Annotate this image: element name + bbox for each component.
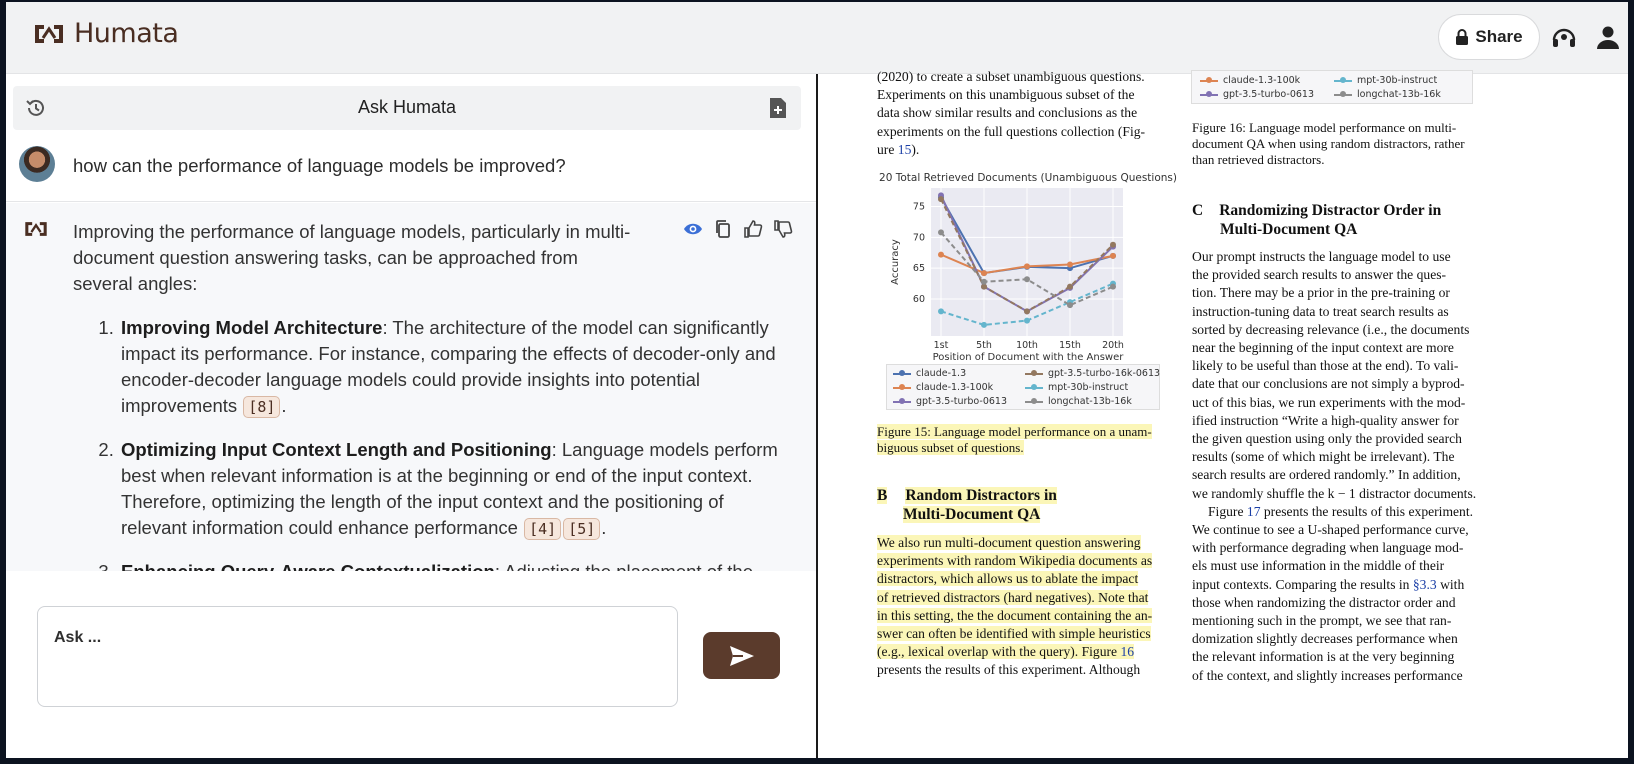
chart-point: [981, 322, 987, 328]
chart-point: [1067, 284, 1073, 290]
chart-point: [938, 252, 944, 258]
figure-16-link[interactable]: 16: [1120, 644, 1135, 660]
doc-line: Experiments on this unambiguous subset of the: [877, 87, 1135, 103]
doc-line: (e.g., lexical overlap with the query). Figure: [877, 644, 1121, 660]
doc-line: We continue to see a U-shaped performance curve,: [1192, 522, 1469, 538]
doc-line: els must use information in the middle of their: [1192, 558, 1445, 574]
caption-line: document QA when using random distractors, rather: [1192, 136, 1465, 151]
user-message: [6, 134, 816, 202]
humata-answer-icon: [23, 219, 49, 239]
chart-point: [1067, 261, 1073, 267]
legend-label: longchat-13b-16k: [1048, 396, 1132, 407]
chart-point: [938, 196, 944, 202]
user-question: how can the performance of language models be improved?: [73, 155, 566, 176]
section-title: Multi-Document QA: [903, 506, 1041, 523]
doc-line: domization slightly decreases performance when: [1192, 631, 1458, 647]
answer-intro: Improving the performance of language models, particularly in multi-document question answering tasks, can be approached from several angles:: [73, 221, 631, 294]
caption-line: Figure 15: Language model performance on a unam-: [877, 424, 1152, 439]
user-profile-icon[interactable]: [1595, 24, 1621, 50]
doc-line: near the beginning of the input context are more: [1192, 340, 1454, 356]
share-button[interactable]: [1438, 14, 1540, 60]
doc-line: the given question using only the provided search: [1192, 431, 1462, 447]
section-title: Random Distractors in: [905, 487, 1057, 504]
legend-swatch: [893, 387, 911, 389]
answer-item-title: Improving Model Architecture: [121, 317, 383, 338]
legend-label: claude-1.3-100k: [916, 382, 994, 393]
figure-16-caption: [1192, 120, 1492, 168]
top-bar: [6, 2, 1628, 74]
doc-line: the provided search results to answer the ques-: [1192, 267, 1447, 283]
doc-paragraph-top: [877, 68, 1167, 159]
section-number: B: [877, 487, 888, 504]
doc-line: instruction-tuning data to treat search results as: [1192, 303, 1449, 319]
doc-line: sorted by decreasing relevance (i.e., the documents: [1192, 321, 1470, 337]
doc-line: the relevant information is at the very beginning: [1192, 649, 1455, 665]
caption-line: than retrieved distractors.: [1192, 152, 1325, 167]
legend-item: [893, 382, 993, 393]
legend-item: [1200, 75, 1300, 86]
chart-point: [1024, 263, 1030, 269]
new-document-icon[interactable]: [768, 97, 788, 119]
doc-line: swer can often be identified with simple heuristics: [877, 626, 1151, 642]
doc-line: of retrieved distractors (hard negatives). Note that: [877, 589, 1149, 605]
section-c-paragraph: [1192, 248, 1492, 685]
section-b-heading: [877, 486, 1167, 524]
section-title: Multi-Document QA: [1220, 221, 1358, 238]
answer-list: [73, 315, 793, 611]
legend-item: [893, 368, 966, 379]
figure-15-caption: [877, 424, 1167, 456]
humata-logo-icon: [32, 21, 66, 47]
legend-label: gpt-3.5-turbo-0613: [916, 396, 1008, 407]
doc-line: data show similar results and conclusions as the: [877, 105, 1138, 121]
doc-line: likely to be useful than those at the end). To vali-: [1192, 358, 1459, 374]
doc-line: with: [1436, 576, 1465, 592]
section-title: Randomizing Distractor Order in: [1219, 202, 1442, 219]
chart-ylabel: Accuracy: [890, 239, 901, 285]
doc-line: tion. There may be a prior in the pre-training or: [1192, 285, 1450, 301]
citation-4[interactable]: [4]: [524, 518, 561, 540]
legend-label: mpt-30b-instruct: [1357, 75, 1438, 86]
legend-item: [1025, 396, 1132, 407]
ask-humata-bar: [13, 86, 801, 130]
legend-swatch: [1334, 80, 1352, 82]
chart-point: [1024, 308, 1030, 314]
doc-line: distractors, which allows us to ablate the impact: [877, 571, 1139, 587]
chat-input-area: [6, 571, 816, 758]
doc-line: presents the results of this experiment.: [1260, 503, 1474, 519]
doc-line: ure: [877, 141, 898, 157]
doc-line: (2020) to create a subset unambiguous questions.: [877, 69, 1145, 84]
doc-line: uct of this bias, we run experiments with the mod-: [1192, 394, 1466, 410]
doc-line: ified instruction “Write a high-quality answer for: [1192, 412, 1459, 428]
legend-label: longchat-13b-16k: [1357, 89, 1441, 100]
legend-item: [1334, 89, 1441, 100]
ask-input[interactable]: [37, 606, 678, 707]
citation-5[interactable]: [5]: [563, 518, 600, 540]
legend-swatch: [1025, 401, 1043, 403]
legend-item: [1200, 89, 1314, 100]
chart-point: [981, 270, 987, 276]
chart-xtick-label: 15th: [1059, 340, 1081, 351]
document-viewer[interactable]: [818, 69, 1628, 758]
answer-item-title: Optimizing Input Context Length and Positioning: [121, 439, 552, 460]
figure-15-link[interactable]: 15: [897, 141, 912, 157]
doc-line: mentioning such in the prompt, we see that ran-: [1192, 613, 1452, 629]
legend-swatch: [893, 401, 911, 403]
legend-swatch: [1025, 373, 1043, 375]
doc-line: experiments on the full questions collection (Fig-: [877, 123, 1146, 139]
legend-swatch: [1334, 94, 1352, 96]
doc-line: results (some of which might be irrelevant). The: [1192, 449, 1455, 465]
chart-point: [938, 229, 944, 235]
chart-ytick-label: 60: [912, 294, 925, 305]
section-b-paragraph: [877, 534, 1167, 680]
caption-line: Figure 16: Language model performance on multi-: [1192, 120, 1457, 135]
caption-line: biguous subset of questions.: [877, 440, 1024, 455]
chart-point: [1110, 253, 1116, 259]
chart-point: [1110, 284, 1116, 290]
figure-15-legend: [886, 364, 1160, 410]
doc-line: search results are ordered randomly.” In addition,: [1192, 467, 1461, 483]
chart-point: [1024, 276, 1030, 282]
chart-ytick-label: 75: [912, 201, 925, 213]
legend-swatch: [1025, 387, 1043, 389]
legend-label: gpt-3.5-turbo-0613: [1223, 89, 1315, 100]
legend-swatch: [1200, 94, 1218, 96]
section-c-heading: [1192, 201, 1492, 239]
doc-line: experiments with random Wikipedia documents as: [877, 553, 1153, 569]
chart-point: [1024, 318, 1030, 324]
answer-item-tail: .: [281, 395, 287, 416]
chart-point: [1110, 242, 1116, 248]
humata-logo[interactable]: [32, 18, 178, 49]
doc-line: ).: [911, 141, 920, 157]
legend-item: [893, 396, 1007, 407]
share-label: Share: [1475, 27, 1523, 46]
doc-line: of the context, and slightly increases performance: [1192, 667, 1463, 683]
figure-15-chart: [873, 168, 1177, 363]
doc-line: date that our conclusions are not simply a byprod-: [1192, 376, 1465, 392]
chart-xtick-label: 1st: [933, 340, 949, 351]
figure-16-legend: [1191, 70, 1473, 104]
legend-label: claude-1.3: [916, 368, 967, 379]
legend-label: gpt-3.5-turbo-16k-0613: [1048, 368, 1161, 379]
doc-line: those when randomizing the distractor order and: [1192, 594, 1456, 610]
chart-xtick-label: 20th: [1102, 340, 1124, 351]
chart-ytick-label: 65: [912, 263, 925, 275]
lock-icon: [1455, 29, 1469, 45]
app-name: Humata: [74, 18, 179, 49]
legend-item: [1334, 75, 1437, 86]
chart-point: [1067, 302, 1073, 308]
doc-line: Our prompt instructs the language model to use: [1192, 249, 1451, 264]
doc-line: with performance degrading when language mod-: [1192, 540, 1464, 556]
chart-xtick-label: 5th: [976, 340, 992, 351]
send-icon: [728, 644, 756, 668]
answer-item-1: [119, 315, 793, 419]
legend-item: [1025, 368, 1160, 379]
doc-line: We also run multi-document question answering: [877, 535, 1141, 550]
answer-item-tail: .: [601, 517, 607, 538]
doc-line: presents the results of this experiment. Although: [877, 662, 1141, 678]
legend-label: mpt-30b-instruct: [1048, 382, 1129, 393]
chat-title: Ask Humata: [357, 97, 457, 117]
support-icon[interactable]: [1550, 24, 1578, 52]
doc-line: in this setting, the the document containing the an-: [877, 607, 1153, 623]
figure-17-link[interactable]: 17: [1246, 503, 1261, 519]
chart-ytick-label: 70: [912, 232, 925, 244]
answer-item-text: : Language models perform best when relevant information is at the beginning or end of the input context. Therefore, optimizing the length of the input context and the positioning of relevant information could enhance performance: [121, 439, 778, 538]
legend-label: claude-1.3-100k: [1223, 75, 1301, 86]
doc-line: Figure: [1208, 503, 1247, 519]
section-number: C: [1192, 202, 1204, 219]
section-3-3-link[interactable]: §3.3: [1412, 576, 1437, 592]
answer-text: [73, 219, 793, 629]
doc-line: input contexts. Comparing the results in: [1192, 576, 1413, 592]
doc-line: we randomly shuffle the k − 1 distractor documents.: [1192, 485, 1477, 501]
chart-point: [981, 279, 987, 285]
answer-item-2: [119, 437, 793, 541]
answer-item-text: : The architecture of the model can significantly impact its performance. For instance, comparing the effects of decoder-only and encoder-decoder language models could provide insights into potential improvements: [121, 317, 776, 416]
legend-swatch: [1200, 80, 1218, 82]
assistant-answer: [6, 203, 816, 571]
chat-panel: [6, 74, 816, 758]
legend-item: [1025, 382, 1128, 393]
app-window: [6, 2, 1628, 758]
chart-title: 20 Total Retrieved Documents (Unambiguous Questions): [879, 172, 1177, 184]
citation-8[interactable]: [8]: [243, 396, 280, 418]
chart-point: [938, 308, 944, 314]
send-button[interactable]: [703, 632, 780, 679]
chart-xtick-label: 10th: [1016, 340, 1038, 351]
legend-swatch: [893, 373, 911, 375]
avatar: [19, 146, 55, 182]
chart-xlabel: Position of Document with the Answer: [932, 352, 1124, 363]
